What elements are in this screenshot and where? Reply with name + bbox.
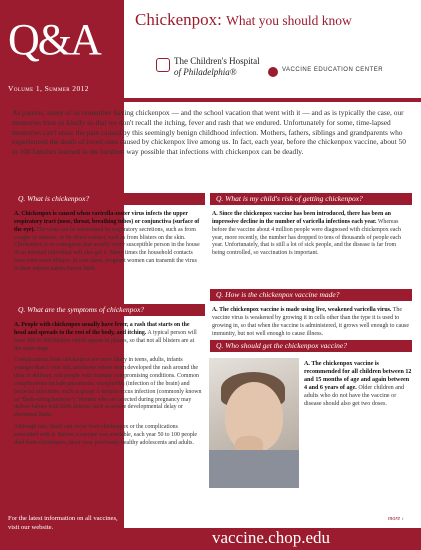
answer-who-should [304, 360, 412, 413]
intro-paragraph: As parents, many of us remember having chickenpox — and the school vacation that went with it — and as is typically the case, our memories treat us kindly so that we don't recall the itching, fever and rash that we endured. Unfortunately for some, time-lapsed memories can't erase the pain caused by this seemingly benign childhood infection. Mothers, fathers, siblings and grandparents who experienced the death of loved ones caused by chickenpox live among us. In fact, each year, before the chickenpox vaccine, about 50 to 100 families learned in the harshest way possible that infections with chickenpox can be deadly. [12, 108, 406, 157]
answer-risk-bold: A. Since the chickenpox vaccine has been introduced, there has been an impressive decline in the number of varicella infections each year. [212, 211, 391, 225]
title-main: Chickenpox: [135, 10, 222, 29]
answer-made-rest: The vaccine virus is weakened by growing it in cells other than the type it is used to growing in, so that when the vaccine is administered, it grows well enough to cause immunity, but not well enough to cause illness. [212, 307, 409, 337]
qa-logo: Q&A [8, 15, 100, 64]
chop-mark-icon [156, 58, 170, 72]
photo-shirt [209, 450, 299, 488]
answer-vaccine-made [212, 307, 410, 342]
answer-risk [212, 211, 410, 262]
answer-what-is [14, 211, 202, 278]
question-what-is: Q. What is chickenpox? [12, 193, 205, 205]
footer-url-link[interactable]: vaccine.chop.edu [212, 528, 330, 547]
more-link[interactable]: more › [388, 516, 404, 522]
title-sub: What you should know [226, 13, 352, 28]
answer-risk-rest: Whereas before the vaccine about 4 million people were diagnosed with chickenpox each year, more recently, the number has dropped to tens of thousands of people each year. Unfortunately, that is still a lot of sick people, and the disease is far from being controlled, so vaccination is important. [212, 218, 401, 257]
answer-what-is-rest: The virus can be transmitted by respiratory secretions, such as from coughs or sneezes, or by direct contact, such as from blisters on the skin. Chickenpox is so contagious that usually every susceptible person in the house of an infected individual will also get it. Many times the household contacts have even more blisters. In rare cases, pregnant women can transmit the virus to their unborn babies before birth. [14, 226, 200, 272]
answer-made-bold: A. The chickenpox vaccine is made using live, weakened varicella virus. [212, 307, 392, 313]
question-vaccine-made: Q. How is the chickenpox vaccine made? [210, 289, 412, 301]
chop-name-line2: of Philadelphia® [174, 67, 237, 77]
child-photo [209, 358, 299, 488]
question-symptoms: Q. What are the symptoms of chickenpox? [12, 304, 205, 316]
vaccine-education-center-logo[interactable] [268, 66, 414, 78]
vec-label: VACCINE EDUCATION CENTER [282, 67, 384, 73]
answer-symptoms-para3: Although rare, death can occur from chickenpox or the complications associated with it. Before a vaccine was available, each year 50 to 100 people died from chickenpox; most were previously healthy adolescents and adults. [14, 424, 198, 446]
vec-dot-icon [268, 67, 278, 77]
chop-logo[interactable] [156, 52, 271, 82]
answer-symptoms-para2: Complications from chickenpox are more likely in teens, adults, infants younger than 1 year old, newborns whose mom developed the rash around the time of delivery, and people with immune compromising conditions. Common complications include pneumonia, encephalitis (infection of the brain) and bacterial infections, such as group A streptococcus infection (commonly known as "flesh-eating bacteria"). Women who are infected during pregnancy may deliver babies with birth defects, such as severe developmental delay or shortened limbs. [14, 357, 202, 419]
volume-label: Volume 1, Summer 2012 [8, 84, 89, 93]
answer-who-rest: Older children and adults who do not have the vaccine or disease should also get two doses. [304, 385, 405, 408]
question-risk: Q. What is my child's risk of getting chickenpox? [210, 193, 412, 205]
header-divider-band [0, 98, 421, 102]
answer-what-is-bold: A. Chickenpox is caused when varicella-zoster virus infects the upper respiratory tract (nose, throat, breathing tubes) or conjunctiva (surface of the eye). [14, 211, 200, 233]
page-title [135, 10, 352, 30]
answer-who-bold: A. The chickenpox vaccine is recommended for all children between 12 and 15 months of age and again between 4 and 6 years of age. [304, 361, 412, 392]
chop-name-line1: The Children's Hospital [174, 56, 260, 66]
answer-symptoms-rest: A typical person will have 300 to 500 blisters which appear in phases, so that not all blisters are at the same stage. [14, 329, 197, 352]
footer-website-note: For the latest information on all vaccines, visit our website. [8, 515, 118, 531]
answer-symptoms [14, 322, 202, 452]
answer-symptoms-bold: A. People with chickenpox usually have fever, a rash that starts on the head and spreads to the rest of the body, and itching. [14, 322, 190, 336]
question-who-should: Q. Who should get the chickenpox vaccine? [210, 340, 412, 352]
